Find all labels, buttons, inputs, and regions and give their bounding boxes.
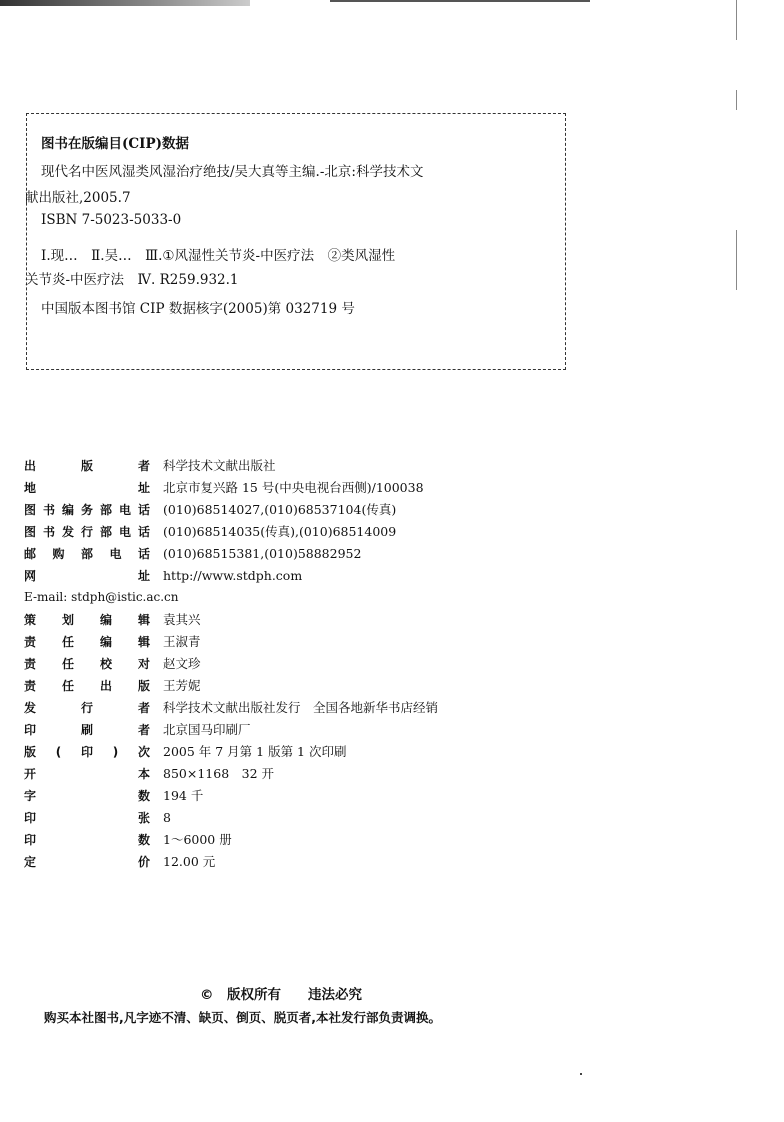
info-value: 8 [163,809,171,825]
info-row [24,828,438,850]
scan-artifact [330,0,590,2]
info-label: 出版者 [24,458,150,473]
info-row [24,784,438,806]
cip-isbn: ISBN 7-5023-5033-0 [41,212,182,228]
info-label: 责任出版 [24,678,150,693]
info-value: 12.00 元 [163,854,216,869]
info-label: 网址 [24,568,150,583]
info-value: 赵文珍 [163,656,201,671]
info-label: 图书编务部电话 [24,502,150,517]
info-label: E-mail: stdph@istic.ac.cn [24,590,179,604]
info-row [24,520,438,542]
info-label: 发行者 [24,700,150,715]
page-edge-mark [736,230,737,290]
info-value: 袁其兴 [163,612,201,627]
copyright-line: © 版权所有 违法必究 [200,987,362,1003]
info-value: 科学技术文献出版社 [163,458,276,473]
info-label: 印数 [24,832,150,847]
info-label: 印刷者 [24,722,150,737]
info-value: 科学技术文献出版社发行 全国各地新华书店经销 [163,700,439,715]
info-value: 850×1168 32 开 [163,766,275,781]
info-label: 地址 [24,480,150,495]
info-value: 王淑青 [163,634,201,649]
info-value: 北京国马印刷厂 [163,722,251,737]
page-edge-mark [736,90,737,110]
info-value: http://www.stdph.com [163,567,303,583]
info-row [24,564,438,586]
info-value: 1～6000 册 [163,832,232,847]
info-label: 责任校对 [24,656,150,671]
info-label: 策划编辑 [24,612,150,627]
info-label: 字数 [24,788,150,803]
cip-line: 关节炎-中医疗法 Ⅳ. R259.932.1 [25,272,239,288]
scan-dot [580,1073,582,1075]
info-label: 开本 [24,766,150,781]
info-value: 王芳妮 [163,678,201,693]
info-row [24,850,438,872]
info-value: 北京市复兴路 15 号(中央电视台西侧)/100038 [163,480,424,495]
info-row [24,630,438,652]
info-label: 邮购部电话 [24,546,150,561]
info-row [24,498,438,520]
info-label: 定价 [24,854,150,869]
cip-title: 图书在版编目(CIP)数据 [41,136,189,152]
info-label: 版(印)次 [24,744,150,759]
info-value: 2005 年 7 月第 1 版第 1 次印刷 [163,744,347,759]
info-row [24,454,438,476]
info-row [24,762,438,784]
info-label: 责任编辑 [24,634,150,649]
info-value: 194 千 [163,788,204,803]
info-value: (010)68514027,(010)68537104(传真) [163,502,397,517]
cip-line: Ⅰ.现… Ⅱ.吴… Ⅲ.①风湿性关节炎-中医疗法 ②类风湿性 [41,248,396,264]
cip-data-box [26,113,566,370]
cip-verify: 中国版本图书馆 CIP 数据核字(2005)第 032719 号 [41,301,355,317]
info-label: 图书发行部电话 [24,524,150,539]
info-row [24,652,438,674]
info-row [24,718,438,740]
info-row [24,608,438,630]
info-row [24,476,438,498]
info-value: (010)68515381,(010)58882952 [163,545,362,561]
info-row [24,696,438,718]
info-row [24,806,438,828]
info-row [24,542,438,564]
cip-line: 现代名中医风湿类风湿治疗绝技/吴大真等主编.-北京:科学技术文 [41,164,424,180]
cip-line: 献出版社,2005.7 [25,190,131,206]
page-edge-mark [736,0,737,40]
info-label: 印张 [24,810,150,825]
publication-info [24,454,438,872]
info-row [24,674,438,696]
return-notice: 购买本社图书,凡字迹不清、缺页、倒页、脱页者,本社发行部负责调换。 [44,1010,441,1025]
info-row [24,740,438,762]
info-row [24,586,438,608]
info-value: (010)68514035(传真),(010)68514009 [163,524,397,539]
scan-artifact [0,0,250,6]
